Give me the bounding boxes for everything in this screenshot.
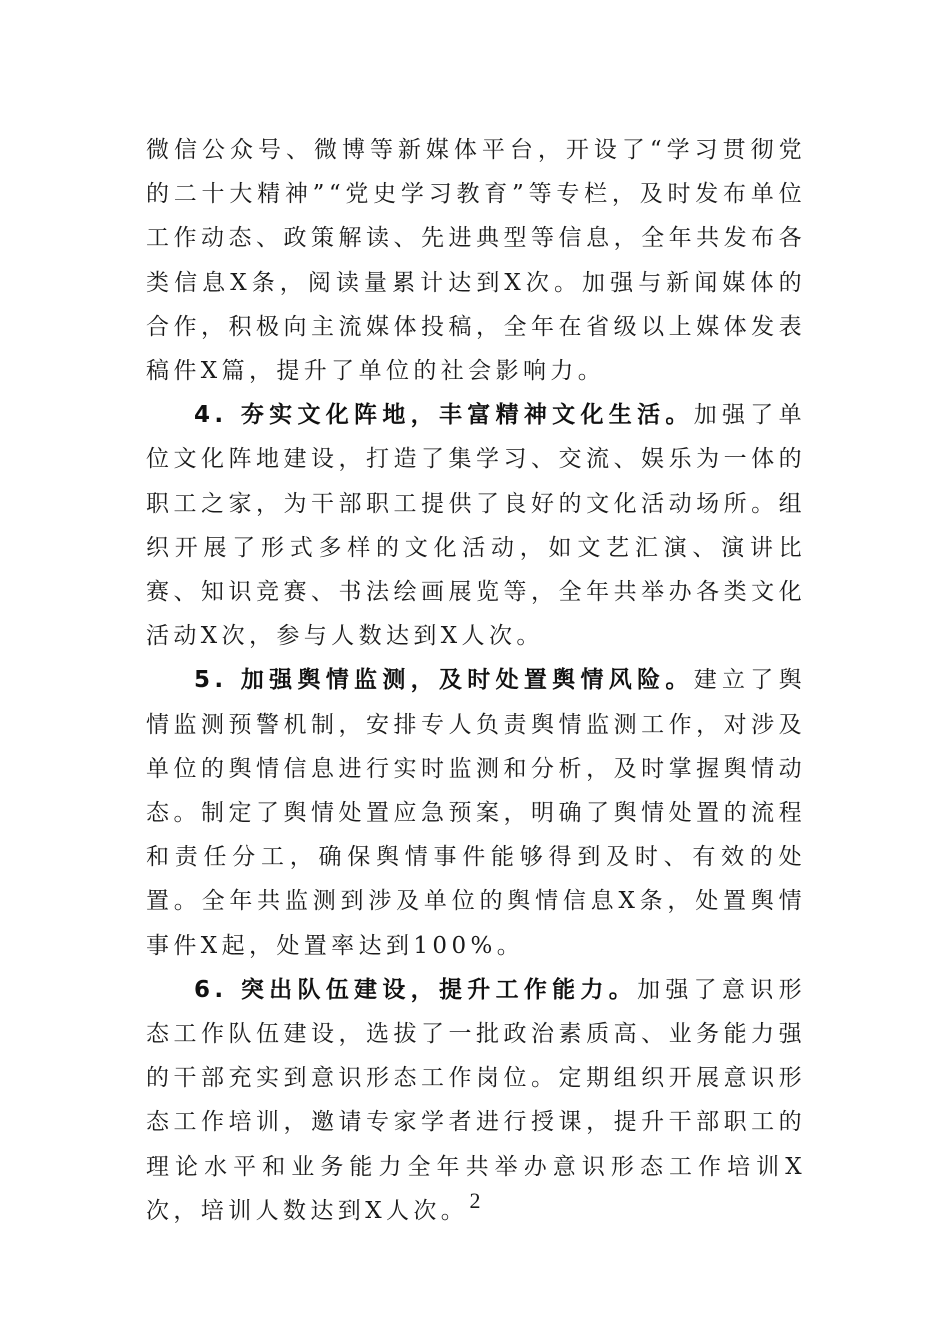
paragraph-text: 建立了舆情监测预警机制，安排专人负责舆情监测工作，对涉及单位的舆情信息进行实时监测和分析，及时掌握舆情动态。制定了舆情处置应急预案，明确了舆情处置的流程和责任分工，确保舆情事件能够得到及时、有效的处置。全年共监测到涉及单位的舆情信息X条，处置舆情事件X起，处置率达到100%。 [146,667,806,959]
paragraph-public-opinion [146,658,806,967]
paragraph-culture [146,393,806,658]
document-body [146,128,806,1233]
paragraph-text: 加强了单位文化阵地建设，打造了集学习、交流、娱乐为一体的职工之家，为干部职工提供了良好的文化活动场所。组织开展了形式多样的文化活动，如文艺汇演、演讲比赛、知识竞赛、书法绘画展览等，全年共举办各类文化活动X次，参与人数达到X人次。 [146,402,806,650]
paragraph-heading: 6. 突出队伍建设，提升工作能力。 [194,976,638,1003]
paragraph-heading: 5. 加强舆情监测，及时处置舆情风险。 [194,667,694,694]
paragraph-text: 微信公众号、微博等新媒体平台，开设了“学习贯彻党的二十大精神”“党史学习教育”等专栏，及时发布单位工作动态、政策解读、先进典型等信息，全年共发布各类信息X条，阅读量累计达到X次。加强与新闻媒体的合作，积极向主流媒体投稿，全年在省级以上媒体发表稿件X篇，提升了单位的社会影响力。 [146,137,806,385]
paragraph-heading: 4. 夯实文化阵地，丰富精神文化生活。 [194,402,694,429]
paragraph-continuation [146,128,806,393]
paragraph-text: 加强了意识形态工作队伍建设，选拔了一批政治素质高、业务能力强的干部充实到意识形态工作岗位。定期组织开展意识形态工作培训，邀请专家学者进行授课，提升干部职工的理论水平和业务能力全年共举办意识形态工作培训X次，培训人数达到X人次。 [146,976,806,1224]
page-number: 2 [469,1188,481,1213]
